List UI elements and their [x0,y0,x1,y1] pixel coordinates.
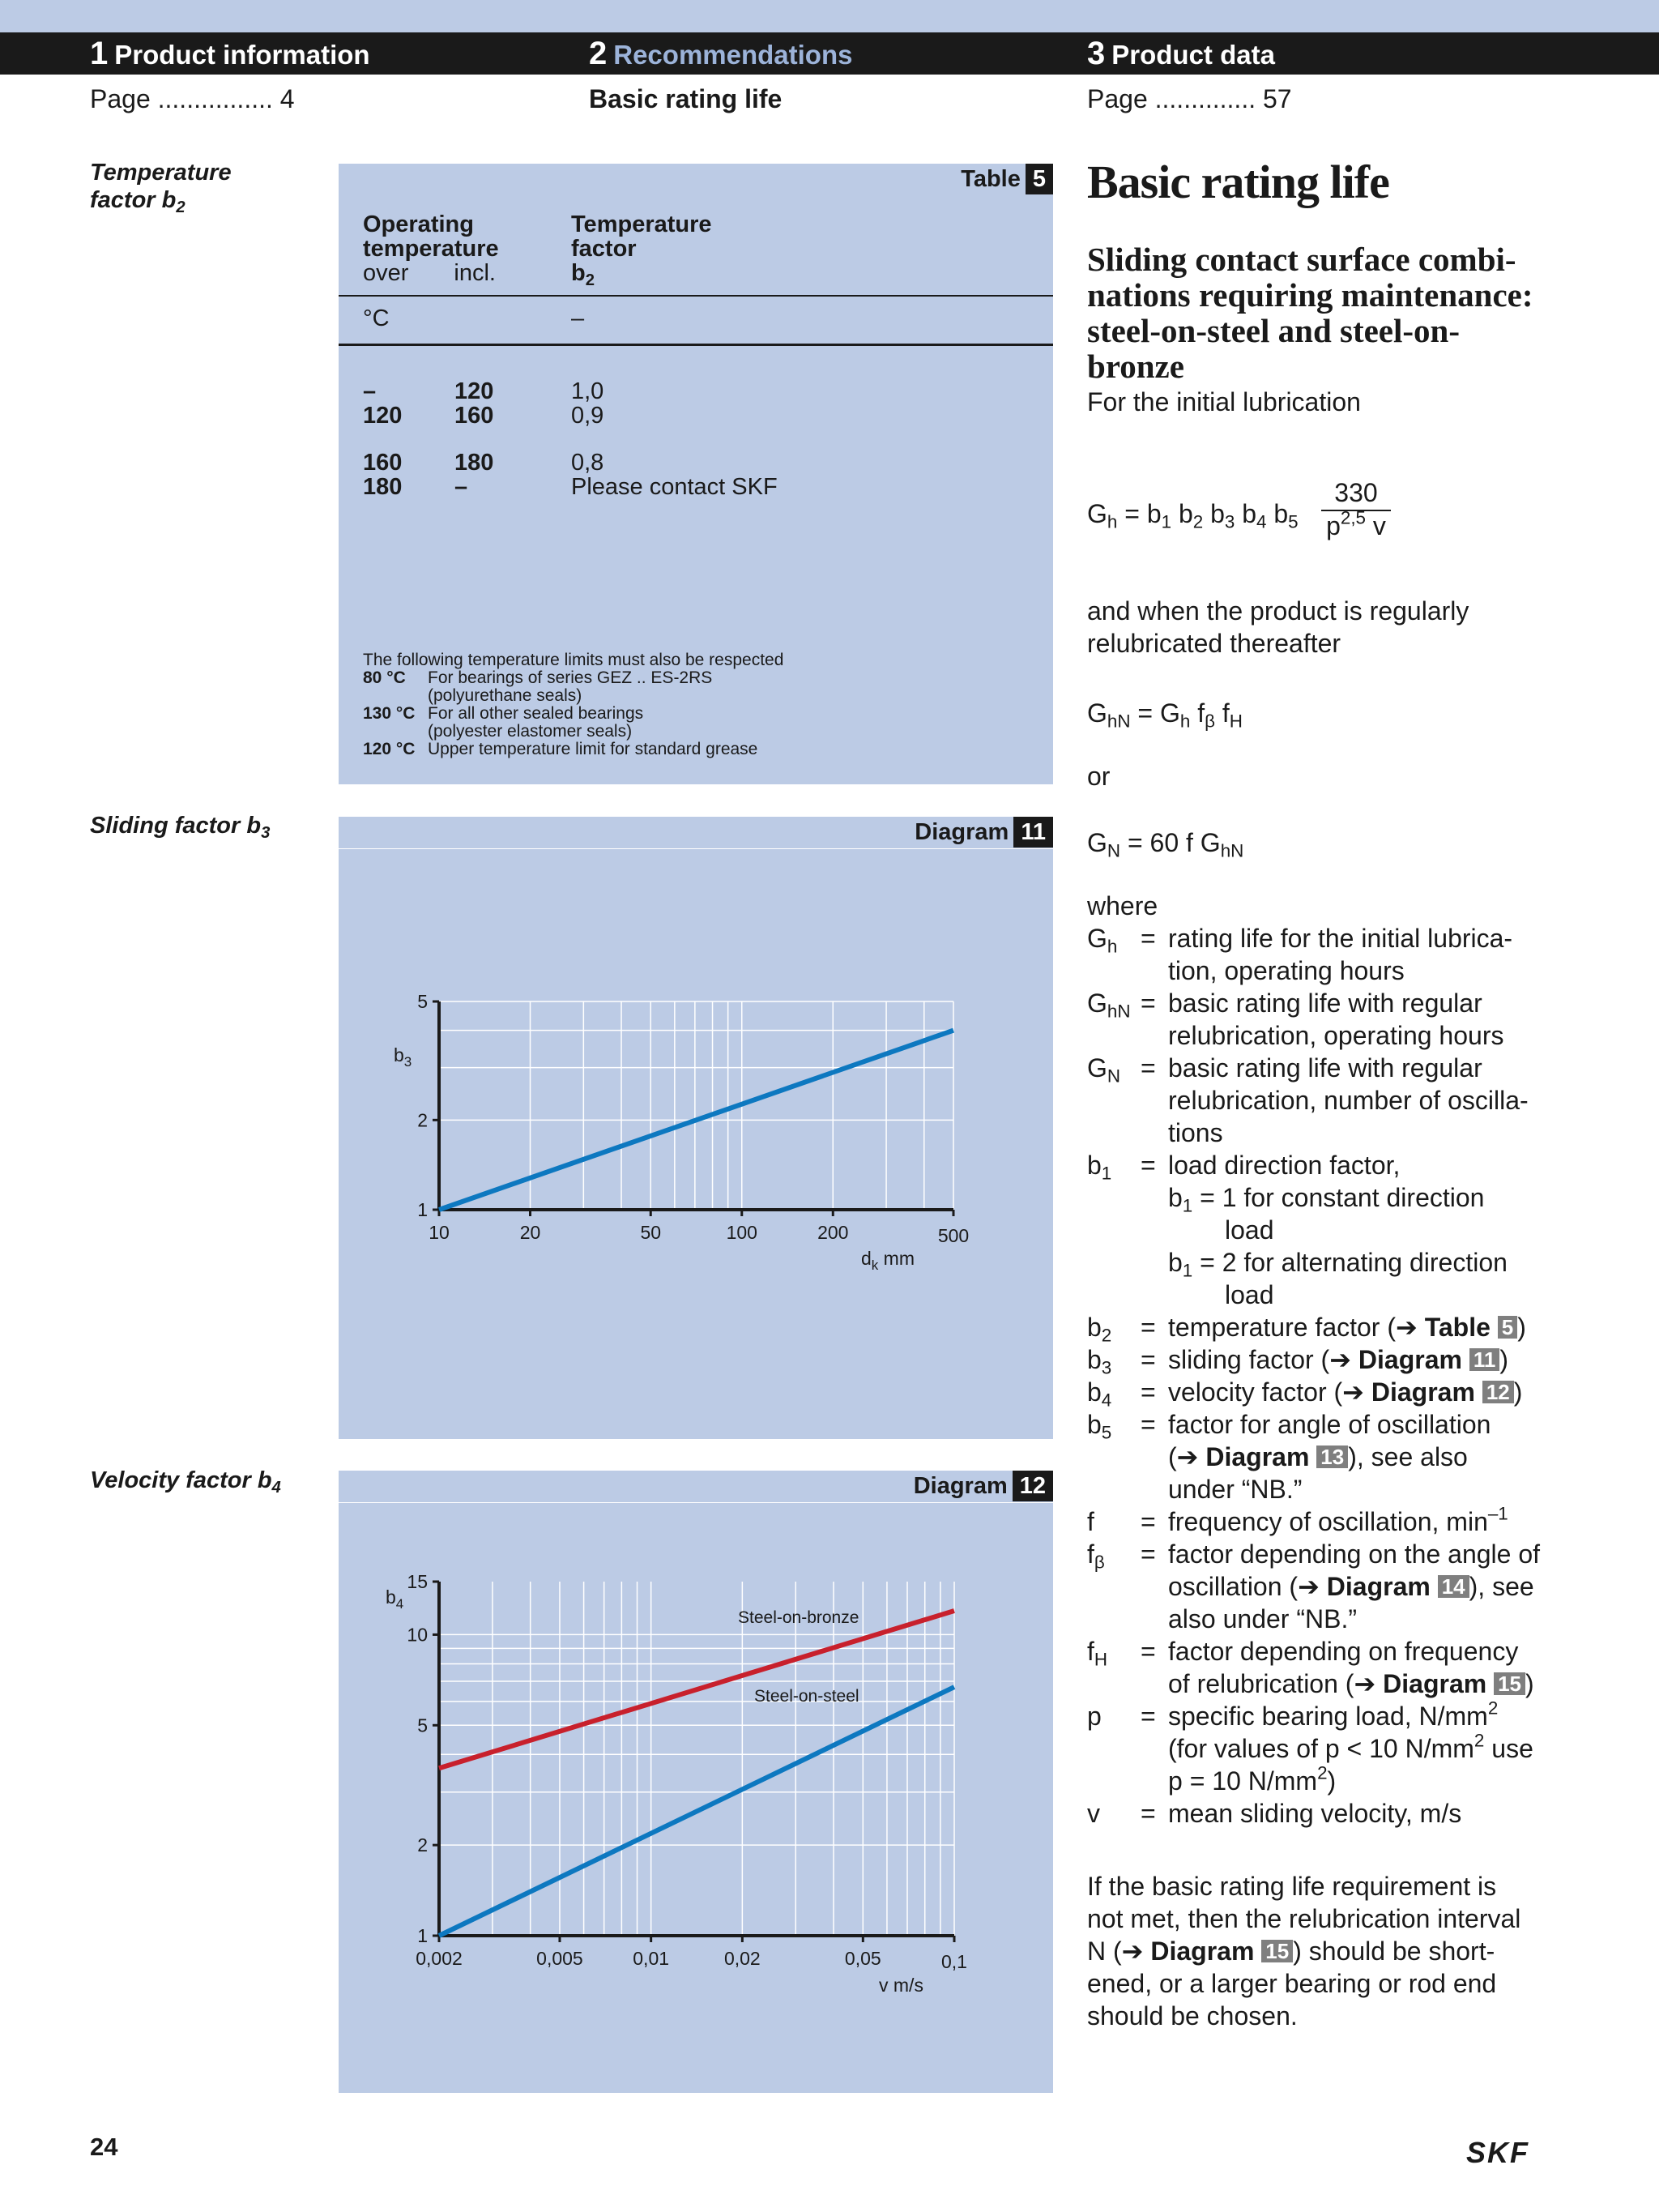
page-heading: Basic rating life [1087,156,1389,208]
definition-row: $b_1$ = load direction factor, $b_1 = 1$ for constant direction load $b_1 = 2$ for alternating direction load [1087,1151,1508,1309]
y-tick-label: 10 [407,1624,428,1646]
table-cell: 160 [363,450,403,476]
table-5-link[interactable]: Table [1424,1313,1491,1342]
table-cell: – [363,378,377,404]
unit-celsius: °C [363,305,390,331]
initial-lubrication-text: For the initial lubrication [1087,387,1361,416]
table-header-temperature-factor: Temperature factor $b_2$ [571,211,712,290]
definition-row: $f_\beta$ = factor depending on the angle of oscillation (➔ Diagram 14 ), see also under “NB.” [1087,1539,1541,1633]
definition-row: $G_N$ = basic rating life with regular relubrication, number of oscilla- tions [1087,1053,1529,1147]
table-cell: 0,8 [571,450,604,476]
diagram-13-link[interactable]: Diagram [1205,1442,1310,1471]
x-tick-label: 100 [726,1222,757,1243]
requirement-note: If the basic rating life requirement is not met, then the relubrication interval N (➔ Diagram 15 ) should be short- ened, or a larger bearing or rod end should be chosen. [1087,1872,1521,2031]
series-label-steel-on-steel: Steel-on-steel [754,1687,859,1706]
y-tick-label: 2 [417,1834,428,1856]
nav-label: Recommendations [613,40,853,70]
x-tick-label: 0,005 [536,1948,583,1969]
diagram-14-link[interactable]: Diagram [1326,1572,1431,1601]
table-cell: 180 [454,450,494,476]
y-tick-label: 15 [407,1571,428,1592]
y-axis-label: $b_3$ [394,1044,412,1070]
definition-row: f = frequency of oscillation, $\min^{-1}$ [1087,1503,1508,1536]
x-tick-label: 500 [937,1225,970,1246]
nav-number: 3 [1087,36,1106,71]
right-column [1087,156,1622,418]
table-5-panel [339,164,1053,784]
table-cell: 120 [363,403,403,429]
y-axis-label: $b_4$ [386,1586,404,1612]
diagram-15-link[interactable]: Diagram [1150,1937,1255,1966]
sliding-factor-chart [339,817,1053,1439]
formula-gh: $G_h = b_1$ $b_2$ $b_3$ $b_4$ $b_5$ [1087,499,1299,532]
nav-recommendations[interactable] [589,32,852,75]
diagram-12-link[interactable]: Diagram [1371,1377,1475,1407]
formula-ghn: $G_{hN} = G_h$ $f_\beta$ $f_H$ [1087,698,1243,732]
table-cell: 1,0 [571,378,604,404]
diagram-11-tag: Diagram 11 [915,817,1053,848]
y-tick-label: 2 [417,1109,428,1131]
where-text: where [1087,891,1158,920]
definition-row: $b_4$ = velocity factor (➔ Diagram 12 ) [1087,1377,1523,1411]
side-label-sliding-factor: Sliding factor $b_3$ [90,813,271,843]
y-tick-label: 5 [417,1715,428,1736]
x-tick-label: 0,05 [844,1948,881,1969]
diagram-11-panel [339,817,1053,1439]
definition-row: $G_h$ = rating life for the initial lubrica- tion, operating hours [1087,924,1513,985]
table-cell: 0,9 [571,403,604,429]
definition-row: $f_H$ = factor depending on frequency of relubrication (➔ Diagram 15 ) [1087,1637,1534,1698]
diagram-11-link[interactable]: Diagram [1358,1345,1462,1374]
skf-logo: SKF [1466,2136,1529,2169]
x-axis-label: $d_k$ mm [861,1248,915,1273]
page-ref-product-data[interactable]: Page .............. 57 [1087,84,1292,113]
temperature-limits-note: The following temperature limits must also be respected 80 °C For bearings of series GEZ .. ES-2RS (polyurethane seals) 130 °C For all other sealed bearings (polyester elastomer seals) 120 °C Upper temperature limit for standard grease [363,651,784,758]
table-rule [339,344,1053,346]
x-tick-label: 0,1 [941,1951,967,1972]
x-tick-label: 0,002 [416,1948,463,1969]
diagram-12-tag: Diagram 12 [914,1471,1053,1501]
table-5-tag: Table 5 [961,164,1053,194]
table-cell: 160 [454,403,494,429]
x-tick-label: 0,02 [723,1948,761,1969]
x-tick-label: 20 [519,1222,541,1243]
y-tick-label: 1 [417,1199,428,1220]
nav-product-data[interactable] [1087,32,1275,75]
nav-label: Product information [114,40,370,70]
definition-row: v = mean sliding velocity, m/s [1087,1799,1462,1828]
series-label-steel-on-bronze: Steel-on-bronze [738,1608,859,1627]
table-header-operating-temperature: Operating temperature over incl. [363,211,499,286]
current-section-title: Basic rating life [589,84,783,113]
x-tick-label: 0,01 [633,1948,670,1969]
formula-gn: $G_N = 60$ f $G_{hN}$ [1087,828,1244,861]
relubricated-text: and when the product is regularly relubricated thereafter [1087,596,1469,658]
y-tick-label: 5 [417,991,428,1012]
y-tick-label: 1 [417,1925,428,1946]
nav-number: 1 [90,36,109,71]
x-axis-label: v m/s [879,1975,923,1996]
velocity-factor-chart [339,1471,1053,2093]
section-heading: Sliding contact surface combi- nations requiring maintenance: steel-on-steel and steel-on- bronze [1087,241,1533,385]
or-text: or [1087,762,1111,791]
x-tick-label: 200 [817,1222,849,1243]
side-label-velocity-factor: Velocity factor $b_4$ [90,1467,281,1497]
page-ref-product-information[interactable]: Page ................ 4 [90,84,295,113]
table-cell: Please contact SKF [571,474,778,500]
nav-number: 2 [589,36,608,71]
x-tick-label: 10 [429,1222,450,1243]
nav-product-information[interactable] [90,32,370,75]
table-cell: 180 [363,474,403,500]
definition-row: $b_2$ = temperature factor (➔ Table 5 ) [1087,1313,1526,1346]
diagram-12-panel [339,1471,1053,2093]
nav-label: Product data [1111,40,1275,70]
definition-row: $G_{hN}$ = basic rating life with regular relubrication, operating hours [1087,989,1504,1050]
formula-fraction: $\frac{330}{p^{2,5} v}$ [1321,478,1391,541]
side-label-temperature-factor: Temperature factor $b_2$ [90,160,232,217]
x-tick-label: 50 [640,1222,662,1243]
table-cell: – [454,474,468,500]
page-number: 24 [90,2133,118,2161]
definition-row: $b_5$ = factor for angle of oscillation (➔ Diagram 13 ), see also under “NB.” [1087,1410,1491,1504]
section-nav [0,32,1659,75]
definition-row: p = specific bearing load, $N/mm^2$ (for values of p < 10 $N/mm^2$ use p = 10 $N/mm^2$) [1087,1697,1533,1796]
series-line [439,1687,954,1936]
definitions-list [1087,922,1638,1830]
table-cell: 120 [454,378,494,404]
diagram-15-link[interactable]: Diagram [1383,1669,1487,1698]
unit-factor: – [571,305,585,331]
top-color-band [0,0,1659,32]
table-rule [339,295,1053,297]
definition-row: $b_3$ = sliding factor (➔ Diagram 11 ) [1087,1345,1508,1378]
